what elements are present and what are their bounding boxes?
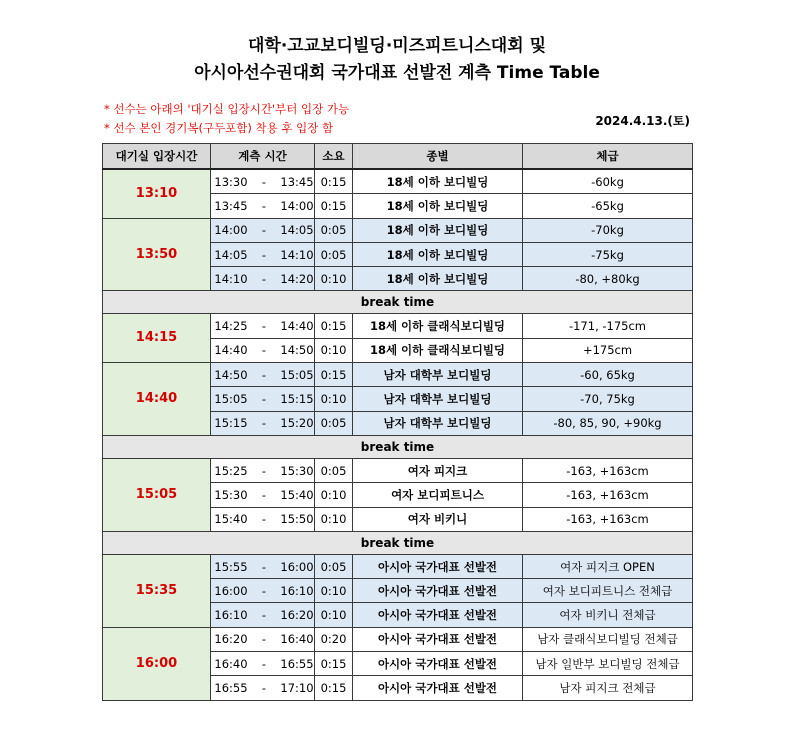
weight-class: -70, 75kg (523, 387, 693, 411)
end-time: 15:05 (280, 367, 314, 382)
start-time: 15:15 (214, 416, 248, 431)
col-header-duration: 소요 (315, 144, 353, 170)
start-time: 13:45 (214, 198, 248, 213)
weight-class: 여자 비키니 전체급 (523, 603, 693, 627)
col-header-time: 계측 시간 (211, 144, 315, 170)
measure-time (211, 676, 315, 700)
table-row (103, 458, 693, 482)
end-time: 14:05 (280, 223, 314, 238)
break-time-label: break time (103, 435, 693, 458)
entry-time: 13:50 (103, 218, 211, 291)
measure-time (211, 483, 315, 507)
duration: 0:10 (315, 603, 353, 627)
weight-class: -60, 65kg (523, 363, 693, 387)
time-dash: - (261, 223, 267, 238)
duration: 0:05 (315, 458, 353, 482)
weight-class: -75kg (523, 242, 693, 266)
end-time: 14:50 (280, 343, 314, 358)
event-category: 18세 이하 클래식보디빌딩 (353, 314, 523, 338)
start-time: 15:55 (214, 559, 248, 574)
event-category: 18세 이하 보디빌딩 (353, 267, 523, 291)
duration: 0:20 (315, 627, 353, 651)
time-dash: - (261, 271, 267, 286)
table-row (103, 218, 693, 242)
event-category: 18세 이하 클래식보디빌딩 (353, 338, 523, 362)
start-time: 15:30 (214, 487, 248, 502)
measure-time (211, 218, 315, 242)
event-category: 여자 피지크 (353, 458, 523, 482)
event-category: 아시아 국가대표 선발전 (353, 627, 523, 651)
start-time: 15:25 (214, 463, 248, 478)
time-dash: - (261, 198, 267, 213)
measure-time (211, 267, 315, 291)
time-dash: - (261, 367, 267, 382)
event-category: 여자 비키니 (353, 507, 523, 531)
weight-class: -65kg (523, 194, 693, 218)
event-category: 아시아 국가대표 선발전 (353, 603, 523, 627)
duration: 0:15 (315, 169, 353, 194)
start-time: 14:05 (214, 247, 248, 262)
event-category: 18세 이하 보디빌딩 (353, 242, 523, 266)
start-time: 14:50 (214, 367, 248, 382)
header-row (103, 144, 693, 170)
duration: 0:05 (315, 242, 353, 266)
col-header-class: 체급 (523, 144, 693, 170)
time-dash: - (261, 559, 267, 574)
end-time: 15:50 (280, 512, 314, 527)
entry-time: 14:15 (103, 314, 211, 363)
end-time: 14:10 (280, 247, 314, 262)
duration: 0:15 (315, 363, 353, 387)
end-time: 16:55 (280, 656, 314, 671)
duration: 0:15 (315, 194, 353, 218)
notice-entry-time: * 선수는 아래의 '대기실 입장시간'부터 입장 가능 (104, 102, 350, 116)
event-category: 남자 대학부 보디빌딩 (353, 363, 523, 387)
break-row (103, 291, 693, 314)
time-dash: - (261, 583, 267, 598)
event-category: 아시아 국가대표 선발전 (353, 676, 523, 700)
start-time: 16:20 (214, 632, 248, 647)
weight-class: -80, +80kg (523, 267, 693, 291)
end-time: 15:15 (280, 392, 314, 407)
measure-time (211, 458, 315, 482)
duration: 0:05 (315, 411, 353, 435)
time-dash: - (261, 343, 267, 358)
time-dash: - (261, 512, 267, 527)
end-time: 16:00 (280, 559, 314, 574)
time-dash: - (261, 463, 267, 478)
weight-class: -70kg (523, 218, 693, 242)
start-time: 14:40 (214, 343, 248, 358)
start-time: 16:55 (214, 680, 248, 695)
col-header-entry: 대기실 입장시간 (103, 144, 211, 170)
duration: 0:05 (315, 218, 353, 242)
event-category: 아시아 국가대표 선발전 (353, 652, 523, 676)
duration: 0:15 (315, 676, 353, 700)
entry-time: 13:10 (103, 169, 211, 218)
measure-time (211, 194, 315, 218)
table-row (103, 627, 693, 651)
measure-time (211, 411, 315, 435)
time-dash: - (261, 632, 267, 647)
duration: 0:10 (315, 579, 353, 603)
weight-class: -80, 85, 90, +90kg (523, 411, 693, 435)
event-category: 남자 대학부 보디빌딩 (353, 387, 523, 411)
measure-time (211, 652, 315, 676)
measure-time (211, 554, 315, 578)
duration: 0:10 (315, 387, 353, 411)
end-time: 17:10 (280, 680, 314, 695)
start-time: 16:10 (214, 608, 248, 623)
event-category: 남자 대학부 보디빌딩 (353, 411, 523, 435)
measure-time (211, 387, 315, 411)
end-time: 16:20 (280, 608, 314, 623)
end-time: 13:45 (280, 174, 314, 189)
measure-time (211, 507, 315, 531)
col-header-event: 종별 (353, 144, 523, 170)
event-category: 아시아 국가대표 선발전 (353, 579, 523, 603)
time-dash: - (261, 174, 267, 189)
end-time: 14:40 (280, 319, 314, 334)
entry-time: 15:35 (103, 554, 211, 627)
end-time: 15:40 (280, 487, 314, 502)
notice-uniform: * 선수 본인 경기복(구두포함) 착용 후 입장 함 (104, 121, 334, 135)
weight-class: 남자 일반부 보디빌딩 전체급 (523, 652, 693, 676)
weight-class: -60kg (523, 169, 693, 194)
end-time: 16:10 (280, 583, 314, 598)
timetable (102, 143, 693, 701)
duration: 0:15 (315, 314, 353, 338)
duration: 0:05 (315, 554, 353, 578)
measure-time (211, 579, 315, 603)
end-time: 14:20 (280, 271, 314, 286)
entry-time: 15:05 (103, 458, 211, 531)
break-row (103, 435, 693, 458)
event-category: 18세 이하 보디빌딩 (353, 218, 523, 242)
measure-time (211, 363, 315, 387)
measure-time (211, 314, 315, 338)
weight-class: 남자 클래식보디빌딩 전체급 (523, 627, 693, 651)
duration: 0:10 (315, 483, 353, 507)
event-category: 여자 보디피트니스 (353, 483, 523, 507)
start-time: 14:00 (214, 223, 248, 238)
table-row (103, 363, 693, 387)
weight-class: -163, +163cm (523, 507, 693, 531)
start-time: 16:00 (214, 583, 248, 598)
weight-class: 남자 피지크 전체급 (523, 676, 693, 700)
time-dash: - (261, 656, 267, 671)
measure-time (211, 242, 315, 266)
entry-time: 16:00 (103, 627, 211, 700)
event-date: 2024.4.13.(토) (595, 114, 690, 128)
event-category: 18세 이하 보디빌딩 (353, 194, 523, 218)
entry-time: 14:40 (103, 363, 211, 436)
start-time: 16:40 (214, 656, 248, 671)
weight-class: +175cm (523, 338, 693, 362)
end-time: 16:40 (280, 632, 314, 647)
event-category: 18세 이하 보디빌딩 (353, 169, 523, 194)
weight-class: -171, -175cm (523, 314, 693, 338)
duration: 0:15 (315, 652, 353, 676)
weight-class: -163, +163cm (523, 483, 693, 507)
time-dash: - (261, 392, 267, 407)
duration: 0:10 (315, 507, 353, 531)
break-row (103, 531, 693, 554)
measure-time (211, 627, 315, 651)
time-dash: - (261, 319, 267, 334)
measure-time (211, 603, 315, 627)
duration: 0:10 (315, 267, 353, 291)
break-time-label: break time (103, 531, 693, 554)
end-time: 14:00 (280, 198, 314, 213)
end-time: 15:30 (280, 463, 314, 478)
measure-time (211, 338, 315, 362)
start-time: 14:25 (214, 319, 248, 334)
time-dash: - (261, 416, 267, 431)
duration: 0:10 (315, 338, 353, 362)
time-dash: - (261, 487, 267, 502)
start-time: 13:30 (214, 174, 248, 189)
page-title-line2: 아시아선수권대회 국가대표 선발전 계측 Time Table (194, 63, 600, 83)
table-row (103, 314, 693, 338)
end-time: 15:20 (280, 416, 314, 431)
measure-time (211, 169, 315, 194)
time-dash: - (261, 608, 267, 623)
weight-class: 여자 보디피트니스 전체급 (523, 579, 693, 603)
table-row (103, 169, 693, 194)
time-dash: - (261, 247, 267, 262)
page-title-line1: 대학·고교보디빌딩·미즈피트니스대회 및 (247, 36, 546, 56)
start-time: 15:05 (214, 392, 248, 407)
start-time: 14:10 (214, 271, 248, 286)
time-dash: - (261, 680, 267, 695)
break-time-label: break time (103, 291, 693, 314)
weight-class: 여자 피지크 OPEN (523, 554, 693, 578)
table-row (103, 554, 693, 578)
event-category: 아시아 국가대표 선발전 (353, 554, 523, 578)
weight-class: -163, +163cm (523, 458, 693, 482)
start-time: 15:40 (214, 512, 248, 527)
